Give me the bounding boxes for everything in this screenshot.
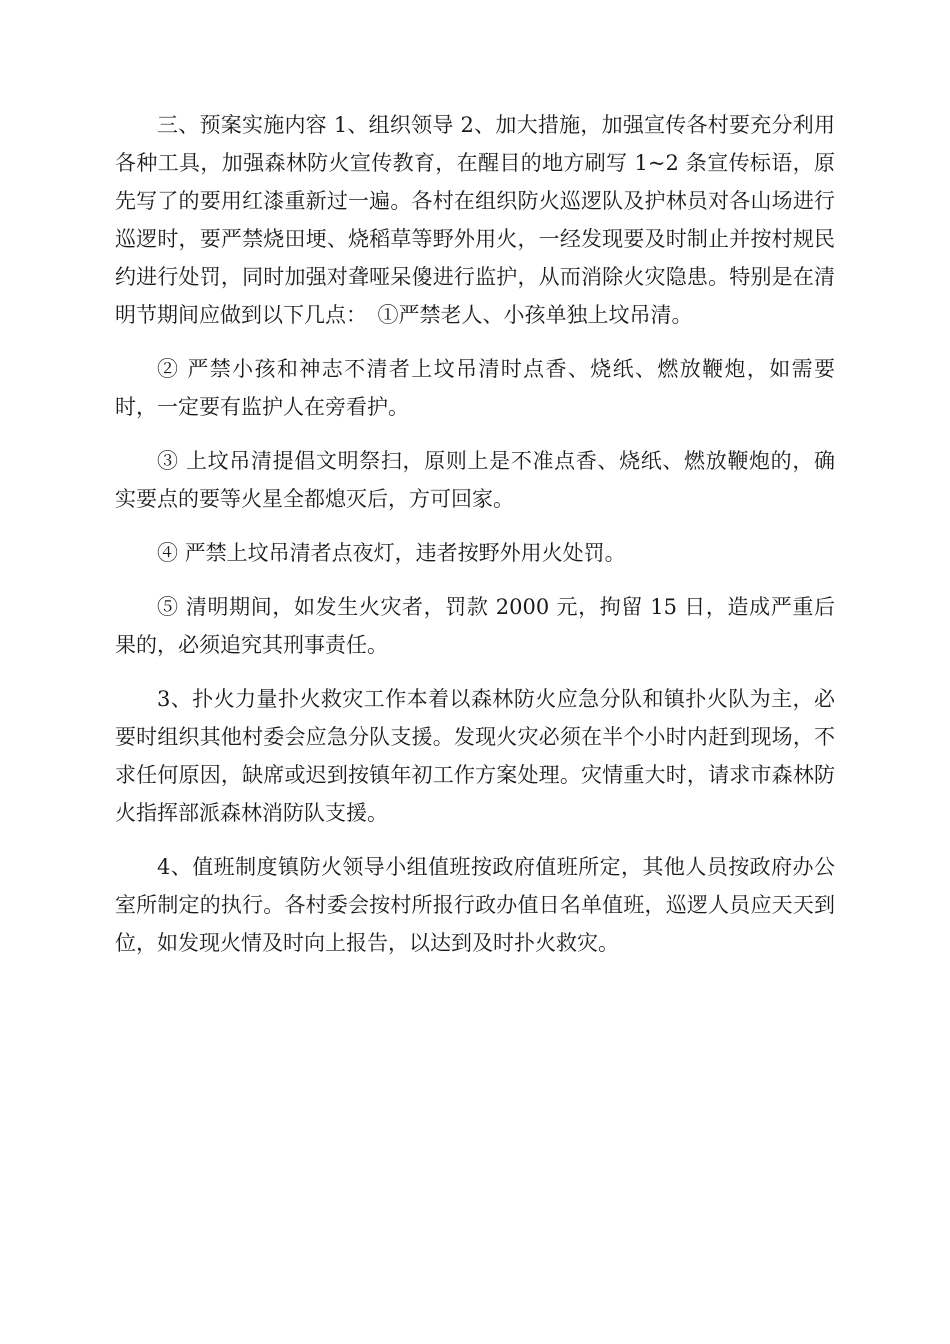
paragraph-item-5: ⑤ 清明期间，如发生火灾者，罚款 2000 元，拘留 15 日，造成严重后果的，必须追究其刑事责任。	[115, 595, 835, 657]
document-body	[115, 106, 835, 978]
paragraph-item-3: ③ 上坟吊清提倡文明祭扫，原则上是不准点香、烧纸、燃放鞭炮的，确实要点的要等火星全都熄灭后，方可回家。	[115, 449, 835, 511]
paragraph-duty-system: 4、值班制度镇防火领导小组值班按政府值班所定，其他人员按政府办公室所制定的执行。各村委会按村所报行政办值日名单值班，巡逻人员应天天到位，如发现火情及时向上报告，以达到及时扑火救灾。	[115, 855, 835, 955]
paragraph-item-2: ② 严禁小孩和神志不清者上坟吊清时点香、烧纸、燃放鞭炮，如需要时，一定要有监护人在旁看护。	[115, 357, 835, 419]
paragraph-firefighting-force: 3、扑火力量扑火救灾工作本着以森林防火应急分队和镇扑火队为主，必要时组织其他村委会应急分队支援。发现火灾必须在半个小时内赶到现场，不求任何原因，缺席或迟到按镇年初工作方案处理。灾情重大时，请求市森林防火指挥部派森林消防队支援。	[115, 687, 835, 825]
paragraph-plan-implementation: 三、预案实施内容 1、组织领导 2、加大措施，加强宣传各村要充分利用各种工具，加强森林防火宣传教育，在醒目的地方刷写 1~2 条宣传标语，原先写了的要用红漆重新过一遍。各村在组织防火巡逻队及护林员对各山场进行巡逻时，要严禁烧田埂、烧稻草等野外用火，一经发现要及时制止并按村规民约进行处罚，同时加强对聋哑呆傻进行监护，从而消除火灾隐患。特别是在清明节期间应做到以下几点： ①严禁老人、小孩单独上坟吊清。	[115, 113, 835, 327]
paragraph-item-4: ④ 严禁上坟吊清者点夜灯，违者按野外用火处罚。	[157, 541, 626, 565]
